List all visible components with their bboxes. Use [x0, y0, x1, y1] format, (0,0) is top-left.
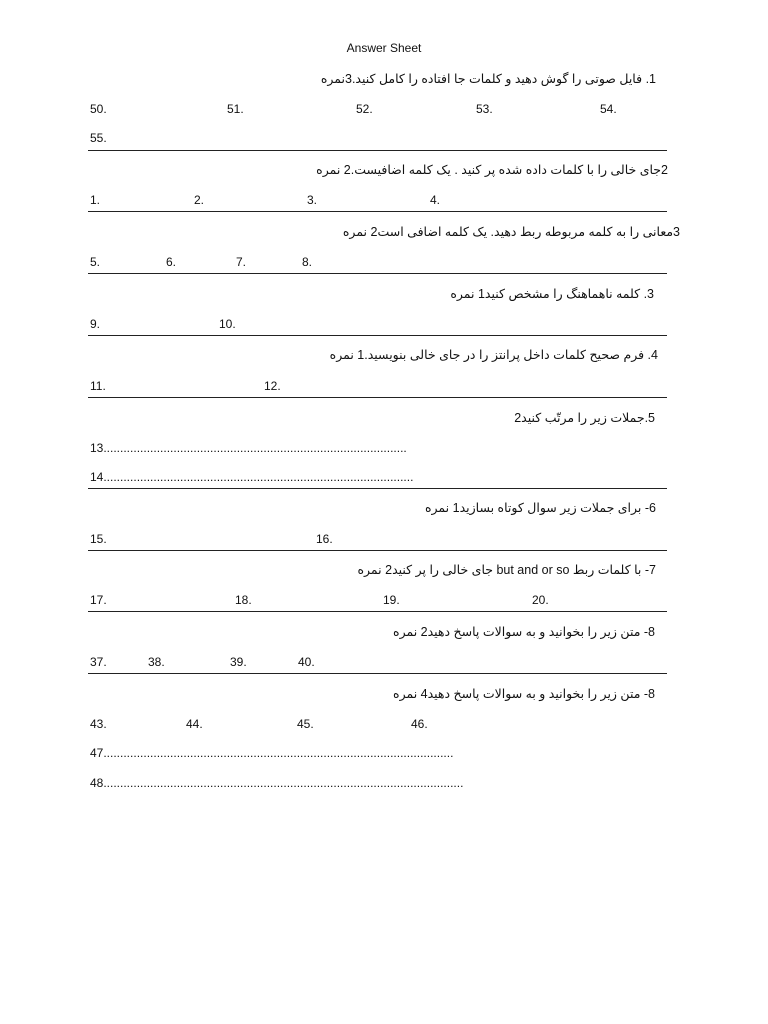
- answer-number: 11.: [90, 379, 106, 393]
- answer-number: 46.: [411, 717, 428, 731]
- answer-number: 12.: [264, 379, 281, 393]
- answer-number: 1.: [90, 193, 101, 207]
- answer-number: 55.: [90, 131, 107, 145]
- answer-number: 18.: [235, 593, 252, 607]
- section-divider: [88, 673, 667, 674]
- answer-number: 20.: [532, 593, 549, 607]
- answer-number: 7.: [236, 255, 247, 269]
- answer-number: 3.: [307, 193, 318, 207]
- section-divider: [88, 550, 667, 551]
- answer-number: 2.: [194, 193, 205, 207]
- answer-number: 52.: [356, 102, 373, 116]
- answer-line: 48............................................................................................................: [90, 776, 464, 790]
- answer-number: 40.: [298, 655, 315, 669]
- section-1-question: 1. فایل صوتی را گوش دهید و کلمات جا افتاده را کامل کنید.3نمره: [320, 72, 656, 86]
- answer-number: 17.: [90, 593, 107, 607]
- answer-number: 19.: [383, 593, 400, 607]
- answer-number: 38.: [148, 655, 165, 669]
- section-6-question: 5.جملات زیر را مرتّب کنید2: [514, 411, 655, 425]
- section-9-question: 8- متن زیر را بخوانید و به سوالات پاسخ دهید2 نمره: [393, 625, 655, 639]
- section-divider: [88, 488, 667, 489]
- section-2-question: 2جای خالی را با کلمات داده شده پر کنید . یک کلمه اضافیست.2 نمره: [316, 163, 668, 177]
- answer-number: 44.: [186, 717, 203, 731]
- answer-number: 37.: [90, 655, 107, 669]
- answer-number: 8.: [302, 255, 313, 269]
- section-divider: [88, 273, 667, 274]
- answer-number: 39.: [230, 655, 247, 669]
- answer-line: 13...........................................................................................: [90, 441, 407, 455]
- answer-number: 51.: [227, 102, 244, 116]
- answer-number: 10.: [219, 317, 236, 331]
- answer-number: 45.: [297, 717, 314, 731]
- section-5-question: 4. فرم صحیح کلمات داخل پرانتز را در جای خالی بنویسید.1 نمره: [329, 348, 658, 362]
- answer-number: 6.: [166, 255, 177, 269]
- section-8-question: 7- با کلمات ربط but and or so جای خالی را پر کنید2 نمره: [357, 563, 656, 577]
- section-divider: [88, 211, 667, 212]
- answer-number: 9.: [90, 317, 101, 331]
- section-divider: [88, 611, 667, 612]
- section-3-question: 3معانی را به کلمه مربوطه ربط دهید. یک کلمه اضافی است2 نمره: [342, 225, 680, 239]
- section-10-question: 8- متن زیر را بخوانید و به سوالات پاسخ دهید4 نمره: [393, 687, 655, 701]
- answer-number: 5.: [90, 255, 101, 269]
- answer-number: 43.: [90, 717, 107, 731]
- answer-number: 15.: [90, 532, 107, 546]
- section-divider: [88, 335, 667, 336]
- answer-number: 4.: [430, 193, 441, 207]
- section-divider: [88, 150, 667, 151]
- section-7-question: 6- برای جملات زیر سوال کوتاه بسازید1 نمره: [424, 501, 656, 515]
- answer-number: 54.: [600, 102, 617, 116]
- answer-line: 14.............................................................................................: [90, 470, 414, 484]
- answer-number: 16.: [316, 532, 333, 546]
- page-title: Answer Sheet: [346, 41, 422, 55]
- answer-line: 47.........................................................................................................: [90, 746, 454, 760]
- section-divider: [88, 397, 667, 398]
- answer-number: 50.: [90, 102, 107, 116]
- section-4-question: 3. کلمه ناهماهنگ را مشخص کنید1 نمره: [450, 287, 654, 301]
- answer-number: 53.: [476, 102, 493, 116]
